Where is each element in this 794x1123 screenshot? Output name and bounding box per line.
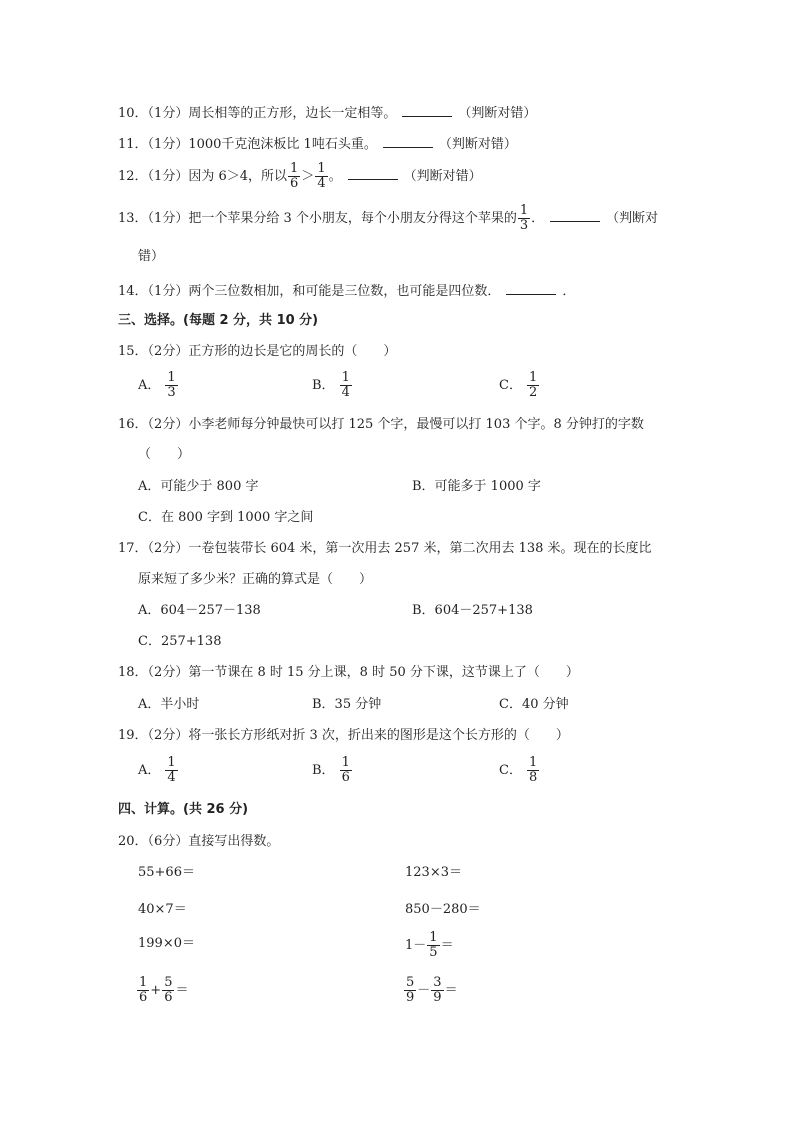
question-text: 一卷包装带长 604 米，第一次用去 257 米，第二次用去 138 米。现在的长度比 — [188, 541, 652, 556]
question-17 — [118, 541, 652, 557]
option-b[interactable] — [312, 756, 353, 785]
question-20 — [118, 834, 279, 850]
denominator: 5 — [429, 945, 438, 960]
denominator: 4 — [167, 770, 176, 785]
fraction — [431, 976, 443, 1005]
fraction — [165, 371, 177, 400]
expression-2: 123×3＝ — [405, 865, 462, 880]
operator: － — [417, 983, 431, 998]
answer-blank[interactable] — [348, 167, 398, 180]
question-text: 周长相等的正方形，边长一定相等。 — [188, 106, 397, 121]
question-13-suffix-cont: 错） — [138, 249, 165, 264]
numerator: 1 — [429, 930, 438, 945]
numerator: 1 — [341, 370, 350, 385]
option-label: B． — [312, 763, 335, 778]
operator: + — [150, 983, 162, 998]
numerator: 1 — [519, 203, 529, 218]
question-text: 第一节课在 8 时 15 分上课，8 时 50 分下课，这节课上了（ ） — [188, 665, 579, 680]
question-16 — [118, 417, 644, 433]
question-text: ． — [531, 211, 545, 226]
question-suffix: （判断对错） — [403, 169, 482, 184]
numerator: 1 — [528, 370, 538, 385]
answer-blank[interactable] — [506, 282, 556, 295]
numerator: 5 — [164, 975, 173, 990]
numerator: 1 — [167, 370, 176, 385]
expression-7 — [136, 976, 188, 1005]
fraction — [288, 162, 300, 191]
question-text: 将一张长方形纸对折 3 次，折出来的图形是这个长方形的（ ） — [188, 728, 569, 743]
option-label: A． — [138, 378, 161, 393]
question-number: 14．（1分） — [118, 284, 189, 299]
answer-blank[interactable] — [402, 104, 452, 117]
option-c[interactable] — [499, 756, 540, 785]
option-b[interactable] — [312, 371, 353, 400]
section-heading-calculation: 四、计算。(共 26 分) — [118, 802, 249, 817]
option-a[interactable] — [138, 756, 179, 785]
expression-1: 55+66＝ — [138, 865, 195, 880]
question-number: 11．（1分） — [118, 137, 189, 152]
question-text: 1000千克泡沫板比 1吨石头重。 — [188, 137, 377, 152]
fraction — [162, 976, 174, 1005]
question-17-cont: 原来短了多少米？正确的算式是（ ） — [138, 572, 373, 587]
numerator: 1 — [528, 755, 538, 770]
expression-4: 850－280＝ — [405, 902, 481, 917]
fraction — [427, 931, 439, 960]
denominator: 6 — [164, 990, 173, 1005]
option-c[interactable]: C．在 800 字到 1000 字之间 — [138, 510, 314, 525]
numerator: 5 — [406, 975, 415, 990]
option-c[interactable] — [499, 371, 540, 400]
question-number: 12．（1分） — [118, 169, 189, 184]
option-label: A． — [138, 763, 161, 778]
numerator: 1 — [341, 755, 350, 770]
option-a[interactable] — [138, 371, 179, 400]
question-suffix: （判断对错） — [458, 106, 537, 121]
expression-text: 1－ — [405, 938, 427, 953]
fraction — [340, 756, 352, 785]
question-18 — [118, 665, 579, 681]
question-text: 两个三位数相加，和可能是三位数，也可能是四位数． — [188, 284, 501, 299]
expression-5: 199×0＝ — [138, 936, 195, 951]
question-text: 因为 6＞4，所以 — [188, 169, 288, 184]
question-text: 正方形的边长是它的周长的（ ） — [188, 344, 397, 359]
question-end: ． — [562, 284, 576, 299]
expression-text: ＝ — [444, 983, 458, 998]
option-a[interactable]: A．半小时 — [138, 697, 200, 712]
question-number: 20．（6分） — [118, 834, 189, 849]
numerator: 3 — [433, 975, 442, 990]
expression-text: ＝ — [175, 983, 189, 998]
question-number: 10．（1分） — [118, 106, 189, 121]
question-text: 直接写出得数。 — [188, 834, 280, 849]
option-c[interactable]: C．40 分钟 — [499, 697, 569, 712]
option-label: B． — [312, 378, 335, 393]
compare-sign: ＞ — [301, 169, 315, 184]
question-number: 17．（2分） — [118, 541, 189, 556]
expression-text: ＝ — [440, 938, 454, 953]
fraction — [165, 756, 177, 785]
answer-blank[interactable] — [550, 209, 600, 222]
question-number: 15．（2分） — [118, 344, 189, 359]
expression-3: 40×7＝ — [138, 902, 187, 917]
question-suffix: （判断对 — [606, 211, 659, 226]
option-label: C． — [499, 378, 522, 393]
fraction — [340, 371, 352, 400]
question-10 — [118, 104, 536, 122]
question-text: 小李老师每分钟最快可以打 125 个字，最慢可以打 103 个字。8 分钟打的字数 — [188, 417, 644, 432]
question-number: 19．（2分） — [118, 728, 189, 743]
denominator: 4 — [317, 176, 326, 191]
denominator: 4 — [341, 385, 350, 400]
denominator: 9 — [433, 990, 442, 1005]
question-14 — [118, 282, 575, 300]
option-c[interactable]: C．257+138 — [138, 634, 222, 649]
option-a[interactable]: A．可能少于 800 字 — [138, 479, 259, 494]
option-a[interactable]: A．604－257－138 — [138, 603, 261, 618]
fraction — [518, 204, 530, 233]
fraction — [527, 371, 539, 400]
question-12 — [118, 162, 482, 191]
option-label: C． — [499, 763, 522, 778]
denominator: 3 — [167, 385, 176, 400]
denominator: 2 — [528, 385, 538, 400]
question-19 — [118, 728, 569, 744]
numerator: 1 — [317, 161, 326, 176]
fraction — [404, 976, 416, 1005]
denominator: 6 — [290, 176, 299, 191]
fraction — [137, 976, 149, 1005]
fraction — [315, 162, 327, 191]
option-b[interactable]: B．604－257+138 — [412, 603, 533, 618]
expression-8 — [403, 976, 458, 1005]
question-text: 把一个苹果分给 3 个小朋友，每个小朋友分得这个苹果的 — [188, 211, 517, 226]
question-11 — [118, 135, 517, 153]
question-13 — [118, 204, 658, 233]
question-suffix: （判断对错） — [438, 137, 517, 152]
denominator: 8 — [528, 770, 538, 785]
denominator: 6 — [341, 770, 350, 785]
question-number: 18．（2分） — [118, 665, 189, 680]
numerator: 1 — [139, 975, 148, 990]
option-b[interactable]: B．35 分钟 — [312, 697, 382, 712]
numerator: 1 — [167, 755, 176, 770]
question-16-cont: （ ） — [138, 447, 191, 462]
question-number: 16．（2分） — [118, 417, 189, 432]
section-heading-choice: 三、选择。(每题 2 分，共 10 分) — [118, 313, 319, 328]
numerator: 1 — [290, 161, 299, 176]
fraction — [527, 756, 539, 785]
option-b[interactable]: B．可能多于 1000 字 — [412, 479, 541, 494]
answer-blank[interactable] — [383, 135, 433, 148]
question-15 — [118, 344, 396, 360]
denominator: 3 — [519, 218, 529, 233]
question-text: 。 — [328, 169, 342, 184]
question-number: 13．（1分） — [118, 211, 189, 226]
denominator: 9 — [406, 990, 415, 1005]
denominator: 6 — [139, 990, 148, 1005]
expression-6 — [405, 931, 454, 960]
